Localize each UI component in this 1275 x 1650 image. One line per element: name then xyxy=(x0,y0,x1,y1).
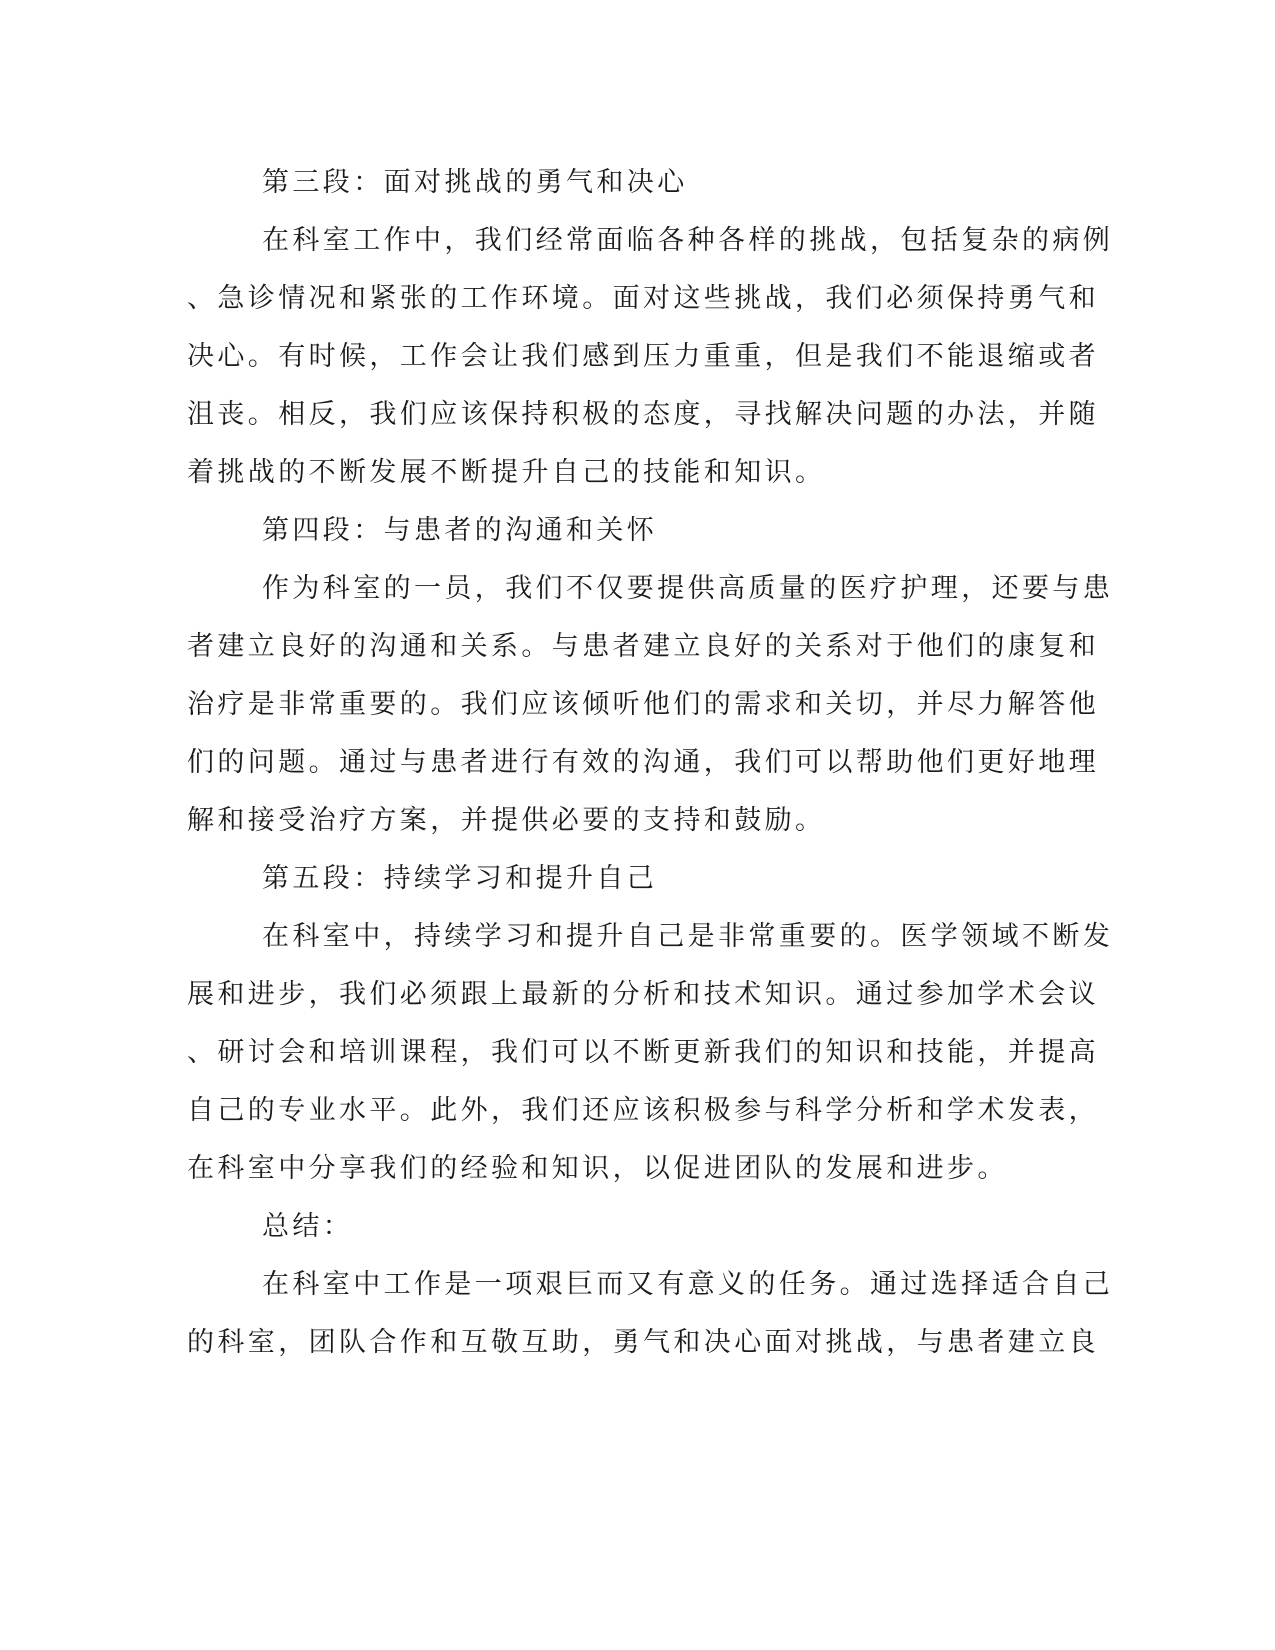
paragraph-line: 展和进步，我们必须跟上最新的分析和技术知识。通过参加学术会议 xyxy=(187,979,1099,1010)
heading-section-4: 第四段：与患者的沟通和关怀 xyxy=(262,515,658,546)
paragraph-line: 在科室工作中，我们经常面临各种各样的挑战，包括复杂的病例 xyxy=(262,225,1114,256)
paragraph-line: 治疗是非常重要的。我们应该倾听他们的需求和关切，并尽力解答他 xyxy=(187,689,1099,720)
heading-section-5: 第五段：持续学习和提升自己 xyxy=(262,863,658,894)
paragraph-line: 决心。有时候，工作会让我们感到压力重重，但是我们不能退缩或者 xyxy=(187,341,1099,372)
paragraph-line: 们的问题。通过与患者进行有效的沟通，我们可以帮助他们更好地理 xyxy=(187,747,1099,778)
heading-section-3: 第三段：面对挑战的勇气和决心 xyxy=(262,167,688,198)
paragraph-line: 、急诊情况和紧张的工作环境。面对这些挑战，我们必须保持勇气和 xyxy=(187,283,1099,314)
paragraph-line: 者建立良好的沟通和关系。与患者建立良好的关系对于他们的康复和 xyxy=(187,631,1099,662)
paragraph-line: 解和接受治疗方案，并提供必要的支持和鼓励。 xyxy=(187,805,826,836)
heading-summary: 总结： xyxy=(262,1211,354,1242)
paragraph-line: 的科室，团队合作和互敬互助，勇气和决心面对挑战，与患者建立良 xyxy=(187,1327,1099,1358)
paragraph-line: 自己的专业水平。此外，我们还应该积极参与科学分析和学术发表， xyxy=(187,1095,1099,1126)
paragraph-line: 着挑战的不断发展不断提升自己的技能和知识。 xyxy=(187,457,826,488)
paragraph-line: 在科室中分享我们的经验和知识，以促进团队的发展和进步。 xyxy=(187,1153,1008,1184)
paragraph-line: 在科室中，持续学习和提升自己是非常重要的。医学领域不断发 xyxy=(262,921,1114,952)
paragraph-line: 作为科室的一员，我们不仅要提供高质量的医疗护理，还要与患 xyxy=(262,573,1114,604)
paragraph-line: 在科室中工作是一项艰巨而又有意义的任务。通过选择适合自己 xyxy=(262,1269,1114,1300)
paragraph-line: 沮丧。相反，我们应该保持积极的态度，寻找解决问题的办法，并随 xyxy=(187,399,1099,430)
paragraph-line: 、研讨会和培训课程，我们可以不断更新我们的知识和技能，并提高 xyxy=(187,1037,1099,1068)
